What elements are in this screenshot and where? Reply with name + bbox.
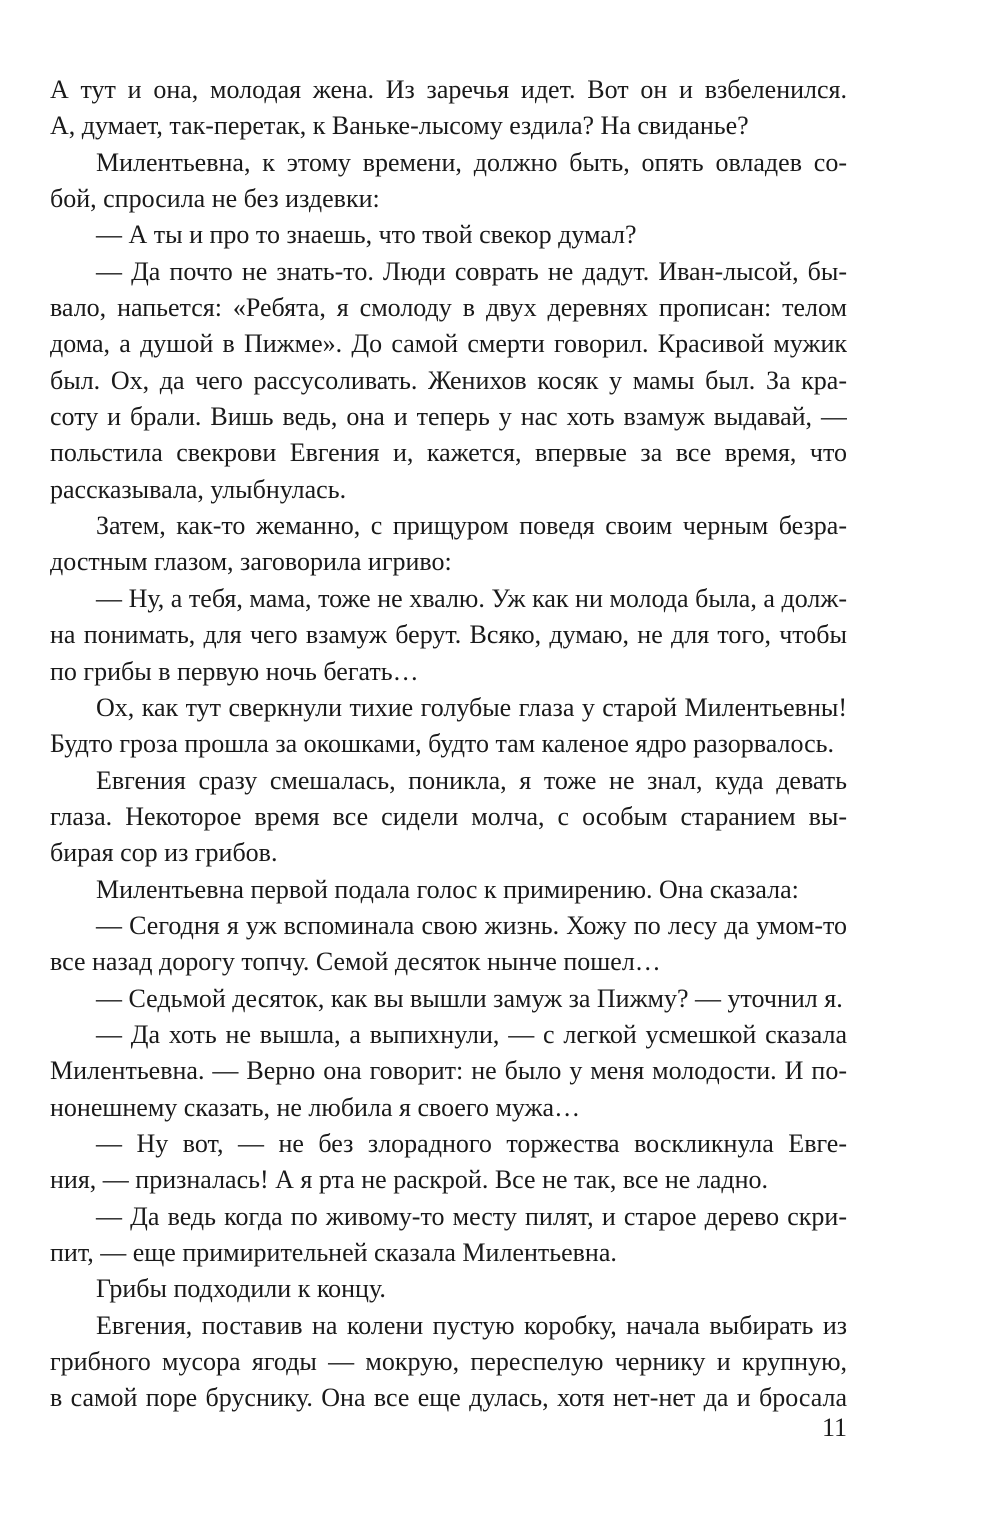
text-line: Ох, как тут сверкнули тихие голубые глаза у старой Милентьевны! [96,692,847,722]
text-line: бой, спросила не без издевки: [50,184,380,214]
text-line: — Да почто не знать-то. Люди соврать не дадут. Иван-лысой, бы- [96,256,847,286]
text-line: Будто гроза прошла за окошками, будто там каленое ядро разорвалось. [50,729,834,759]
text-line: нонешнему сказать, не любила я своего мужа… [50,1092,581,1122]
text-line: — А ты и про то знаешь, что твой свекор думал? [96,220,637,250]
text-line: все назад дорогу топчу. Семой десяток нынче пошел… [50,947,661,977]
text-line: польстила свекрови Евгения и, кажется, впервые за все время, что [50,438,847,468]
text-line: по грибы в первую ночь бегать… [50,656,419,686]
text-line: пит, — еще примирительней сказала Милентьевна. [50,1238,617,1267]
text-line: — Ну вот, — не без злорадного торжества воскликнула Евге- [96,1128,847,1158]
text-line: на понимать, для чего взамуж берут. Всяко, думаю, не для того, чтобы [50,620,847,650]
text-line: — Сегодня я уж вспоминала свою жизнь. Хожу по лесу да умом-то [96,910,847,940]
text-line: дома, а душой в Пижме». До самой смерти говорил. Красивой мужик [50,329,847,359]
text-line: — Да ведь когда по живому-то месту пилят, и старое дерево скри- [96,1201,847,1231]
text-line: рассказывала, улыбнулась. [50,474,347,504]
text-line: глаза. Некоторое время все сидели молча, с особым старанием вы- [50,801,847,831]
text-line: Милентьевна, к этому времени, должно быть, опять овладев со- [96,147,847,177]
text-line: А тут и она, молодая жена. Из заречья идет. Вот он и взбеленился. [50,75,847,104]
text-line: Грибы подходили к концу. [96,1274,386,1304]
page-number: 11 [821,1413,847,1442]
text-line: Евгения, поставив на колени пустую коробку, начала выбирать из [96,1310,847,1340]
text-line: соту и брали. Вишь ведь, она и теперь у нас хоть взамуж выдавай, — [50,402,847,432]
text-line: Евгения сразу смешалась, поникла, я тоже не знал, куда девать [96,765,847,795]
text-line: Затем, как-то жеманно, с прищуром поведя своим черным безра- [96,511,847,541]
text-line: — Седьмой десяток, как вы вышли замуж за Пижму? — уточнил я. [96,983,843,1013]
text-line: в самой поре бруснику. Она все еще дулась, хотя нет-нет да и бросала [50,1383,847,1413]
text-line: ния, — призналась! А я рта не раскрой. Все не так, все не ладно. [50,1165,769,1195]
text-line: бирая сор из грибов. [50,838,278,868]
text-line: вало, напьется: «Ребята, я смолоду в двух деревнях прописан: телом [50,293,847,323]
text-line: — Ну, а тебя, мама, тоже не хвалю. Уж как ни молода была, а долж- [96,583,847,613]
text-line: грибного мусора ягоды — мокрую, переспелую чернику и крупную, [50,1347,847,1377]
page-text [50,72,847,1417]
text-line: был. Ох, да чего рассусоливать. Женихов косяк у мамы был. За кра- [50,365,847,395]
text-line: А, думает, так-перетак, к Ваньке-лысому ездила? На свиданье? [50,111,749,141]
text-line: достным глазом, заговорила игриво: [50,547,452,577]
text-line: Милентьевна первой подала голос к примирению. Она сказала: [96,874,799,904]
text-line: Милентьевна. — Верно она говорит: не было у меня молодости. И по- [50,1056,847,1086]
text-line: — Да хоть не вышла, а выпихнули, — с легкой усмешкой сказала [96,1019,847,1049]
